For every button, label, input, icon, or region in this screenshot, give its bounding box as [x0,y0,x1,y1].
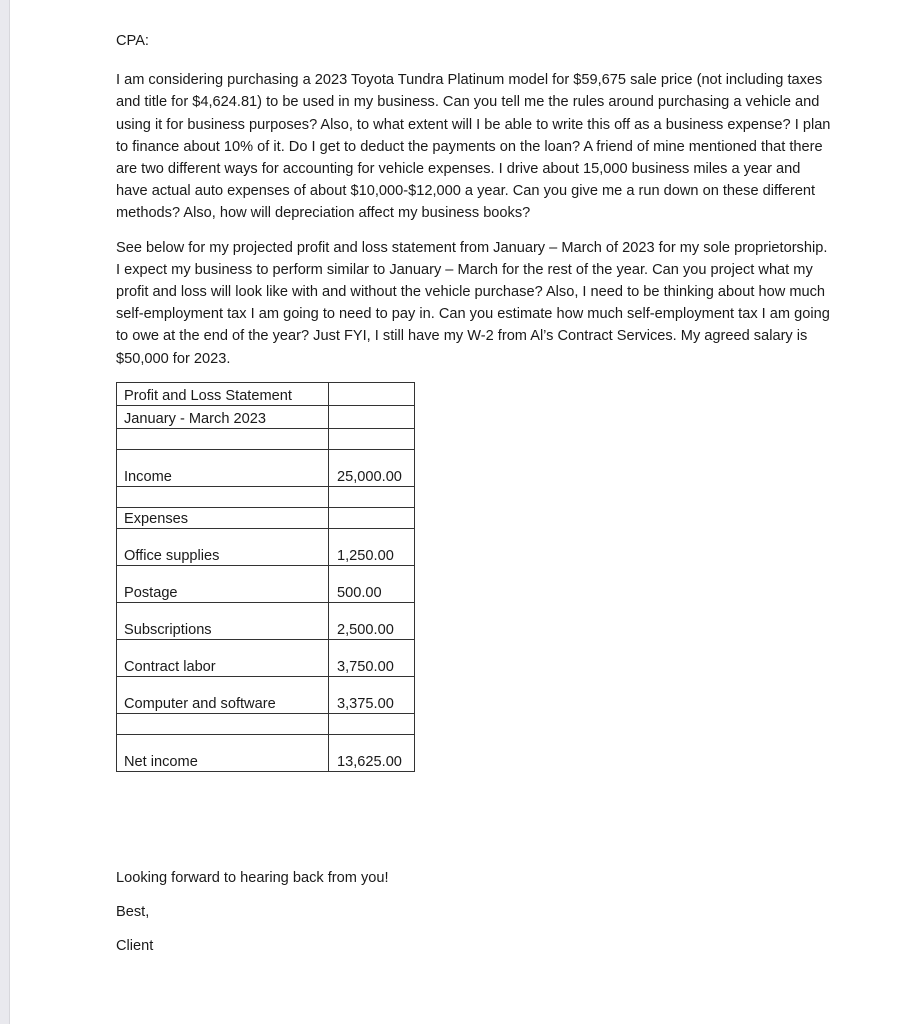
page-left-margin-strip [0,0,10,1024]
net-income-label: Net income [117,734,329,771]
table-row-empty [117,428,415,449]
table-row-empty [117,713,415,734]
expense-value: 1,250.00 [329,528,415,565]
expense-value: 500.00 [329,565,415,602]
letter-body [116,30,832,772]
net-income-value: 13,625.00 [329,734,415,771]
signoff: Best, [116,904,150,920]
table-row-expense [117,528,415,565]
table-row-income [117,449,415,486]
expense-label: Subscriptions [117,602,329,639]
expense-label: Office supplies [117,528,329,565]
table-row-expense [117,602,415,639]
table-row-net-income [117,734,415,771]
expense-value: 3,375.00 [329,676,415,713]
expense-label: Contract labor [117,639,329,676]
table-row-expense [117,565,415,602]
letter-paragraph-projection: See below for my projected profit and loss statement from January – March of 2023 for my sole proprietorship. I expect my business to perform similar to January – March for the rest of the year. Can you project what my profit and loss will look like with and without the vehicle purchase? Also, I need to be thinking about how much self-employment tax I am going to need to pay in. Can you estimate how much self-employment tax I am going to owe at the end of the year? Just FYI, I still have my W-2 from Al’s Contract Services. My agreed salary is $50,000 for 2023. [116,239,830,367]
profit-loss-table [116,382,415,772]
letter-closing [116,867,389,969]
expense-label: Computer and software [117,676,329,713]
letter-greeting: CPA: [116,33,149,49]
table-row-empty [117,486,415,507]
statement-period: January - March 2023 [117,405,329,428]
expense-value: 3,750.00 [329,639,415,676]
table-row [117,405,415,428]
letter-paragraph-vehicle: I am considering purchasing a 2023 Toyota Tundra Platinum model for $59,675 sale price (not including taxes and title for $4,624.81) to be used in my business. Can you tell me the rules around purchasing a vehicle and using it for business purposes? Also, to what extent will I be able to write this off as a business expense? I plan to finance about 10% of it. Do I get to deduct the payments on the loan? A friend of mine mentioned that there are two different ways for accounting for vehicle expenses. I drive about 15,000 business miles a year and have actual auto expenses of about $10,000-$12,000 a year. Can you give me a run down on these different methods? Also, how will depreciation affect my business books? [116,72,831,222]
statement-title: Profit and Loss Statement [117,382,329,405]
signature: Client [116,938,154,954]
expense-label: Postage [117,565,329,602]
table-row-expense [117,639,415,676]
income-value: 25,000.00 [329,449,415,486]
table-row-expense [117,676,415,713]
expenses-label: Expenses [117,507,329,528]
income-label: Income [117,449,329,486]
table-row-expenses-header [117,507,415,528]
closing-line: Looking forward to hearing back from you! [116,870,389,886]
expense-value: 2,500.00 [329,602,415,639]
table-row [117,382,415,405]
